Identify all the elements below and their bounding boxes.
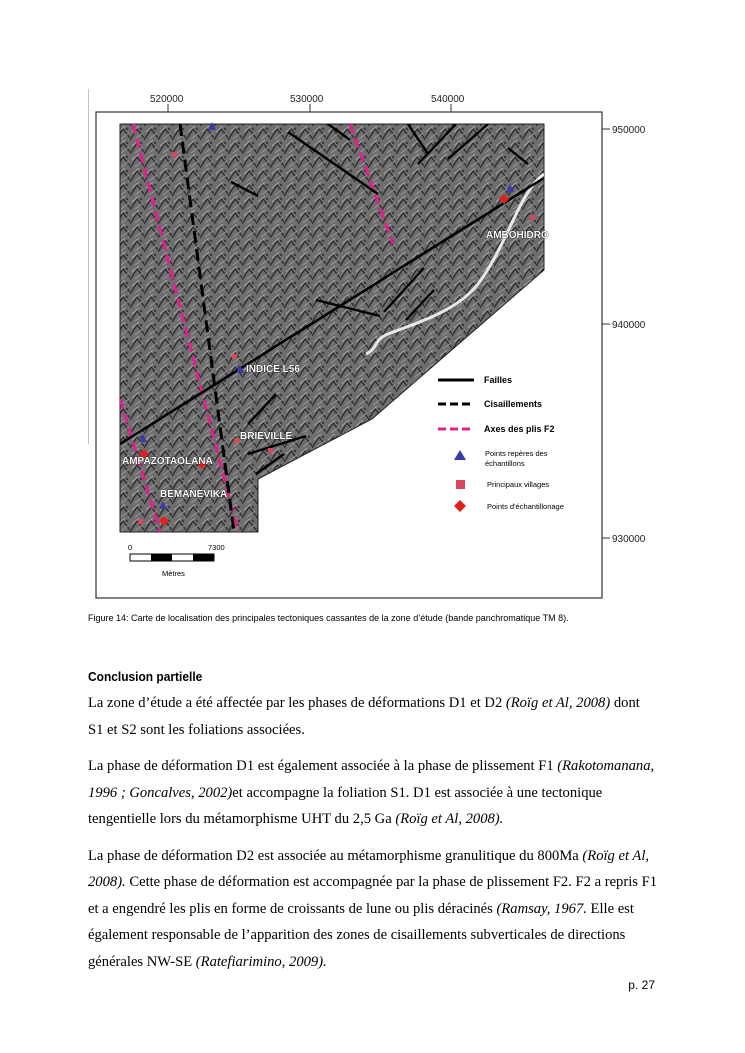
village-icon bbox=[530, 215, 535, 220]
p2-text-a: La phase de déformation D1 est également associée à la phase de plissement F1 bbox=[88, 758, 558, 774]
scale-right-label: 7300 bbox=[208, 543, 225, 552]
p3-text-a: La phase de déformation D2 est associée au métamorphisme granulitique du 800Ma bbox=[88, 847, 583, 864]
scale-unit-label: Mètres bbox=[162, 569, 185, 578]
top-tick-label-3: 540000 bbox=[431, 94, 465, 105]
scale-bar-segment bbox=[193, 554, 214, 561]
p3-citation-3: (Ratefiarimino, 2009). bbox=[195, 953, 327, 970]
scale-bar bbox=[128, 543, 225, 578]
p1-citation: (Roïg et Al, 2008) bbox=[505, 695, 611, 711]
legend-village-icon bbox=[456, 480, 465, 489]
village-icon bbox=[268, 448, 273, 453]
p3-citation-1: (Roïg et Al, 2008). bbox=[88, 847, 650, 890]
right-tick-label-2: 940000 bbox=[612, 320, 646, 331]
p2-citation-1: (Rakotomanana, 1996 ; Goncalves, 2002) bbox=[88, 758, 655, 801]
right-tick-label-1: 950000 bbox=[612, 125, 646, 136]
place-label-ambohidro: AMBOHIDRO bbox=[486, 230, 549, 241]
paragraph-1 bbox=[88, 690, 658, 743]
right-tick-label-3: 930000 bbox=[612, 534, 646, 545]
village-icon bbox=[138, 519, 143, 524]
top-tick-label-2: 530000 bbox=[290, 94, 324, 105]
legend-fold-label: Axes des plis F2 bbox=[484, 424, 555, 434]
p2-citation-2: (Roïg et Al, 2008). bbox=[395, 811, 504, 827]
legend-shear-label: Cisaillements bbox=[484, 399, 543, 409]
place-label-indice: INDICE L56 bbox=[246, 364, 300, 375]
p3-text-e: Elle est également responsable de l’apparition des zones de cisaillements subverticales de directions générales NW-SE bbox=[88, 900, 634, 970]
p3-text-c: Cette phase de déformation est accompagnée par la phase de plissement F2. F2 a repris F1 et a engendré les plis en forme de croissants de lune ou plis déracinés bbox=[88, 874, 657, 917]
legend-faults-label: Failles bbox=[484, 375, 513, 385]
p3-citation-2: (Ramsay, 1967. bbox=[496, 900, 587, 917]
p1-text-a: La zone d’étude a été affectée par les phases de déformations D1 et D2 bbox=[88, 695, 506, 711]
scale-bar-segment bbox=[151, 554, 172, 561]
top-tick-label-1: 520000 bbox=[150, 94, 184, 105]
figure-14-map bbox=[88, 84, 660, 604]
village-icon bbox=[172, 152, 177, 157]
legend-village-label: Principaux villages bbox=[487, 480, 550, 489]
section-heading: Conclusion partielle bbox=[88, 669, 203, 684]
page-number: p. 27 bbox=[628, 978, 655, 992]
legend-sample-label-1: Points repères des bbox=[485, 449, 548, 458]
p1-text-c: dont S1 et S2 sont les foliations associées. bbox=[88, 695, 640, 738]
satellite-image bbox=[120, 124, 544, 532]
body-text bbox=[88, 690, 658, 985]
legend-sampling-icon bbox=[454, 500, 466, 512]
village-icon bbox=[232, 354, 237, 359]
legend-sample-label-2: échantillons bbox=[485, 459, 525, 468]
map-legend bbox=[438, 375, 564, 512]
paragraph-2 bbox=[88, 753, 658, 833]
place-label-ampazotaolana: AMPAZOTAOLANA bbox=[122, 456, 213, 467]
place-label-brieville: BRIEVILLE bbox=[240, 431, 293, 442]
legend-sample-icon bbox=[454, 450, 466, 460]
place-label-bemanevika: BEMANEVIKA bbox=[160, 489, 228, 500]
scale-left-label: 0 bbox=[128, 543, 133, 552]
village-icon bbox=[234, 438, 239, 443]
p2-text-c: et accompagne la foliation S1. D1 est associée à une tectonique tengentielle lors du métamorphisme UHT du 2,5 Ga bbox=[88, 784, 603, 827]
legend-sampling-label: Points d'échantillonage bbox=[487, 502, 564, 511]
figure-caption: Figure 14: Carte de localisation des principales tectoniques cassantes de la zone d’étude (bande panchromatique TM 8). bbox=[88, 613, 569, 623]
paragraph-3 bbox=[88, 843, 658, 976]
map-svg bbox=[88, 84, 660, 604]
